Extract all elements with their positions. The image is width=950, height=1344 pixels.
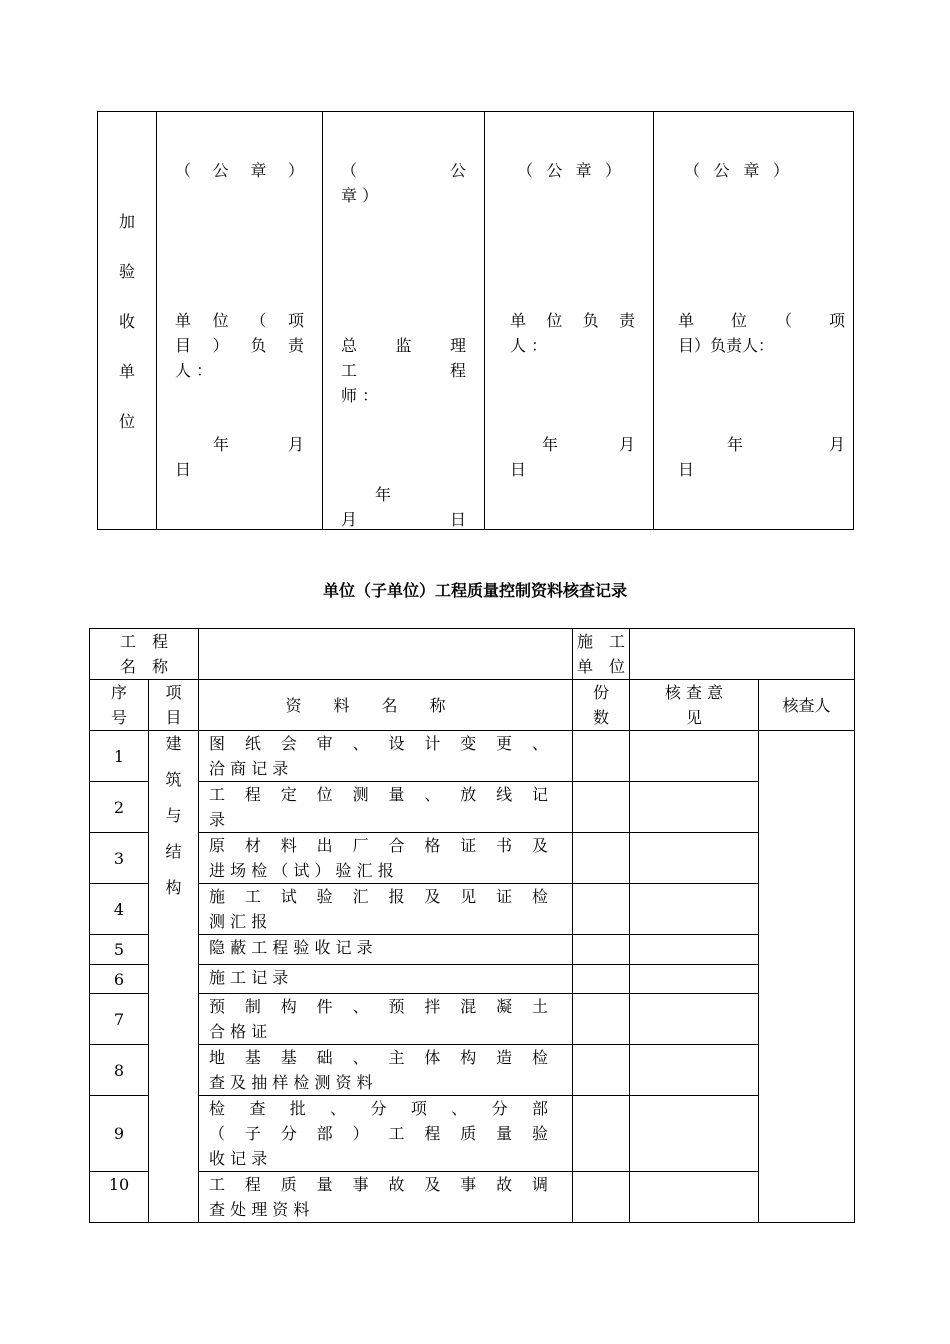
row-number: 9	[90, 1096, 149, 1172]
acceptance-label-char: 验	[118, 262, 135, 281]
opinion-header	[630, 680, 759, 731]
opinion-cell[interactable]	[630, 731, 759, 782]
document-name	[199, 833, 573, 884]
opinion-cell[interactable]	[630, 965, 759, 994]
row-number: 7	[90, 994, 149, 1045]
responsible-person-label: 目 ） 负 责	[175, 336, 304, 355]
header-line: 份	[593, 683, 610, 702]
responsible-person-label: 单 位 负 责	[510, 311, 635, 330]
row-number: 10	[90, 1172, 149, 1223]
document-name	[199, 965, 573, 994]
seal-text: （ 公 章 ）	[517, 161, 621, 180]
label-line: 施 工	[577, 632, 626, 651]
category-char: 构	[165, 878, 182, 897]
copies-cell[interactable]	[573, 731, 630, 782]
responsible-person-label: 人 ：	[175, 361, 213, 380]
header-line: 目	[165, 708, 182, 727]
document-name	[199, 782, 573, 833]
opinion-cell[interactable]	[630, 833, 759, 884]
header-line: 号	[110, 708, 127, 727]
design-unit-cell	[485, 112, 654, 530]
document-name-line: 录	[209, 810, 226, 829]
checker-cell[interactable]	[759, 731, 855, 1223]
contractor-field[interactable]	[630, 629, 855, 680]
copies-cell[interactable]	[573, 935, 630, 965]
acceptance-label-char: 收	[118, 312, 135, 331]
document-name-line: 地 基 基 础 、 主 体 构 造 检	[209, 1048, 549, 1067]
copies-cell[interactable]	[573, 994, 630, 1045]
contractor-label	[573, 629, 630, 680]
document-name-line: 工 程 质 量 事 故 及 事 故 调	[209, 1175, 549, 1194]
project-name-field[interactable]	[199, 629, 573, 680]
opinion-cell[interactable]	[630, 1045, 759, 1096]
responsible-person-label: 目）负责人：	[678, 336, 775, 355]
seal-text: （ 公	[341, 161, 466, 180]
date-label: 年 月	[542, 435, 635, 454]
opinion-cell[interactable]	[630, 884, 759, 935]
document-name-line: 测 汇 报	[209, 912, 268, 931]
document-name-line: 原 材 料 出 厂 合 格 证 书 及	[209, 836, 549, 855]
seal-text: （ 公 章 ）	[684, 161, 789, 180]
date-label: 月 日	[341, 510, 466, 529]
row-number: 4	[90, 884, 149, 935]
opinion-cell[interactable]	[630, 994, 759, 1045]
document-name	[199, 994, 573, 1045]
document-name-line: 进 场 检 （ 试 ） 验 汇 报	[209, 861, 394, 880]
document-name	[199, 1096, 573, 1172]
opinion-cell[interactable]	[630, 782, 759, 833]
row-number: 8	[90, 1045, 149, 1096]
document-name-line: 工 程 定 位 测 量 、 放 线 记	[209, 785, 549, 804]
document-name-line: 查 及 抽 样 检 测 资 料	[209, 1073, 373, 1092]
construction-unit-cell	[157, 112, 323, 530]
date-label: 日	[510, 460, 527, 479]
acceptance-unit-label	[98, 112, 157, 530]
header-line: 项	[165, 683, 182, 702]
document-name-line: 施 工 记 录	[209, 968, 289, 987]
label-line: 名 称	[120, 657, 169, 676]
date-label: 日	[175, 460, 192, 479]
copies-cell[interactable]	[573, 833, 630, 884]
header-line: 数	[593, 708, 610, 727]
document-name-line: 施 工 试 验 汇 报 及 见 证 检	[209, 887, 549, 906]
document-name	[199, 731, 573, 782]
document-name	[199, 1045, 573, 1096]
document-name-line: 洽 商 记 录	[209, 759, 289, 778]
date-label: 年 月	[727, 435, 845, 454]
document-title: 单位（子单位）工程质量控制资料核查记录	[322, 581, 627, 600]
opinion-cell[interactable]	[630, 1172, 759, 1223]
category-char: 建	[165, 734, 182, 753]
survey-unit-cell	[654, 112, 854, 530]
project-name-label	[90, 629, 199, 680]
date-label: 年	[375, 485, 392, 504]
chief-supervisor-label: 工 程	[341, 361, 466, 380]
seal-text: 章 ）	[341, 186, 379, 205]
header-text: 资 料 名 称	[285, 695, 446, 715]
row-number: 6	[90, 965, 149, 994]
document-name	[199, 935, 573, 965]
category-char: 结	[165, 842, 182, 861]
label-line: 单 位	[577, 657, 626, 676]
quality-control-checklist-table	[89, 628, 855, 1223]
copies-cell[interactable]	[573, 1045, 630, 1096]
document-name-line: 检 查 批 、 分 项 、 分 部	[209, 1099, 549, 1118]
document-name-line: （ 子 分 部 ） 工 程 质 量 验	[209, 1124, 549, 1143]
category-char: 筑	[165, 770, 182, 789]
document-name-line: 图 纸 会 审 、 设 计 变 更 、	[209, 734, 549, 753]
category-cell	[149, 731, 199, 1223]
row-number: 3	[90, 833, 149, 884]
date-label: 日	[678, 460, 695, 479]
copies-cell[interactable]	[573, 782, 630, 833]
copies-cell[interactable]	[573, 1096, 630, 1172]
opinion-cell[interactable]	[630, 1096, 759, 1172]
document-name-line: 收 记 录	[209, 1149, 268, 1168]
category-label	[149, 731, 198, 911]
copies-header	[573, 680, 630, 731]
copies-cell[interactable]	[573, 884, 630, 935]
document-name-line: 查 处 理 资 料	[209, 1200, 310, 1219]
item-header	[149, 680, 199, 731]
row-number: 5	[90, 935, 149, 965]
acceptance-label-char: 加	[118, 212, 135, 231]
row-number: 1	[90, 731, 149, 782]
acceptance-label-char: 位	[118, 412, 135, 431]
seq-header	[90, 680, 149, 731]
document-name-line: 合 格 证	[209, 1022, 268, 1041]
responsible-person-label: 单 位 （ 项	[678, 311, 845, 330]
document-name	[199, 1172, 573, 1223]
responsible-person-label: 人 ：	[510, 336, 548, 355]
copies-cell[interactable]	[573, 965, 630, 994]
seal-text: （ 公 章 ）	[175, 161, 304, 180]
document-name-header	[199, 680, 573, 731]
document-name-line: 隐 蔽 工 程 验 收 记 录	[209, 938, 373, 957]
opinion-cell[interactable]	[630, 935, 759, 965]
header-line: 序	[110, 683, 127, 702]
header-line: 核 查 意	[664, 683, 724, 702]
header-line: 见	[686, 708, 703, 727]
row-number: 2	[90, 782, 149, 833]
acceptance-label-char: 单	[118, 362, 135, 381]
copies-cell[interactable]	[573, 1172, 630, 1223]
acceptance-signoff-table	[97, 111, 854, 530]
document-name	[199, 884, 573, 935]
chief-supervisor-label: 总 监 理	[341, 336, 466, 355]
chief-supervisor-label: 师 ：	[341, 386, 379, 405]
document-name-line: 预 制 构 件 、 预 拌 混 凝 土	[209, 997, 549, 1016]
checker-header: 核查人	[759, 680, 855, 731]
supervision-unit-cell	[323, 112, 485, 530]
responsible-person-label: 单 位 （ 项	[175, 311, 304, 330]
date-label: 年 月	[213, 435, 304, 454]
category-char: 与	[165, 806, 182, 825]
label-line: 工 程	[120, 632, 169, 651]
